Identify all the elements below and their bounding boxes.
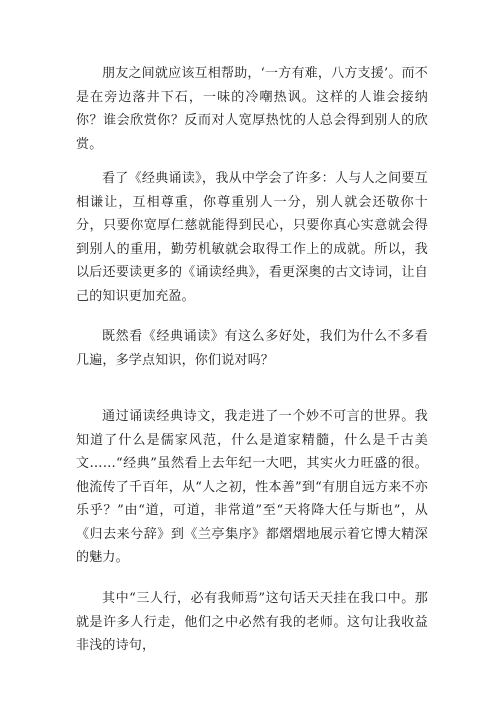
paragraph-3: 既然看《经典诵读》有这么多好处，我们为什么不多看几遍，多学点知识，你们说对吗？ — [76, 329, 428, 368]
paragraph-4: 通过诵读经典诗文，我走进了一个妙不可言的世界。我知道了什么是儒家风范，什么是道家精髓，什么是千古美文……“经典”虽然看上去年纪一大吧，其实火力旺盛的很。他流传了千百年，从“人之初，性本善”到“有朋自远方来不亦乐乎？”由“道，可道，非常道”至“天将降大任与斯也”，从《归去来兮辞》到《兰亭集序》都熠熠地展示着它博大精深的魅力。 — [76, 409, 428, 565]
paragraph-5: 其中“三人行，必有我师焉”这句话天天挂在我口中。那就是许多人行走，他们之中必然有我的老师。这句让我收益非浅的诗句， — [76, 591, 428, 653]
paragraph-2: 看了《经典诵读》，我从中学会了许多：人与人之间要互相谦让，互相尊重，你尊重别人一分，别人就会还敬你十分，只要你宽厚仁慈就能得到民心，只要你真心实意就会得到别人的重用，勤劳机敏就会取得工作上的成就。所以，我以后还要读更多的《诵读经典》，看更深奥的古文诗词，让自己的知识更加充盈。 — [76, 171, 428, 304]
paragraph-1: 朋友之间就应该互相帮助，‘一方有难，八方支援’。而不是在旁边落井下石，一味的冷嘲热讽。这样的人谁会接纳你？谁会欣赏你？反而对人宽厚热忱的人总会得到别人的欣赏。 — [76, 66, 428, 152]
